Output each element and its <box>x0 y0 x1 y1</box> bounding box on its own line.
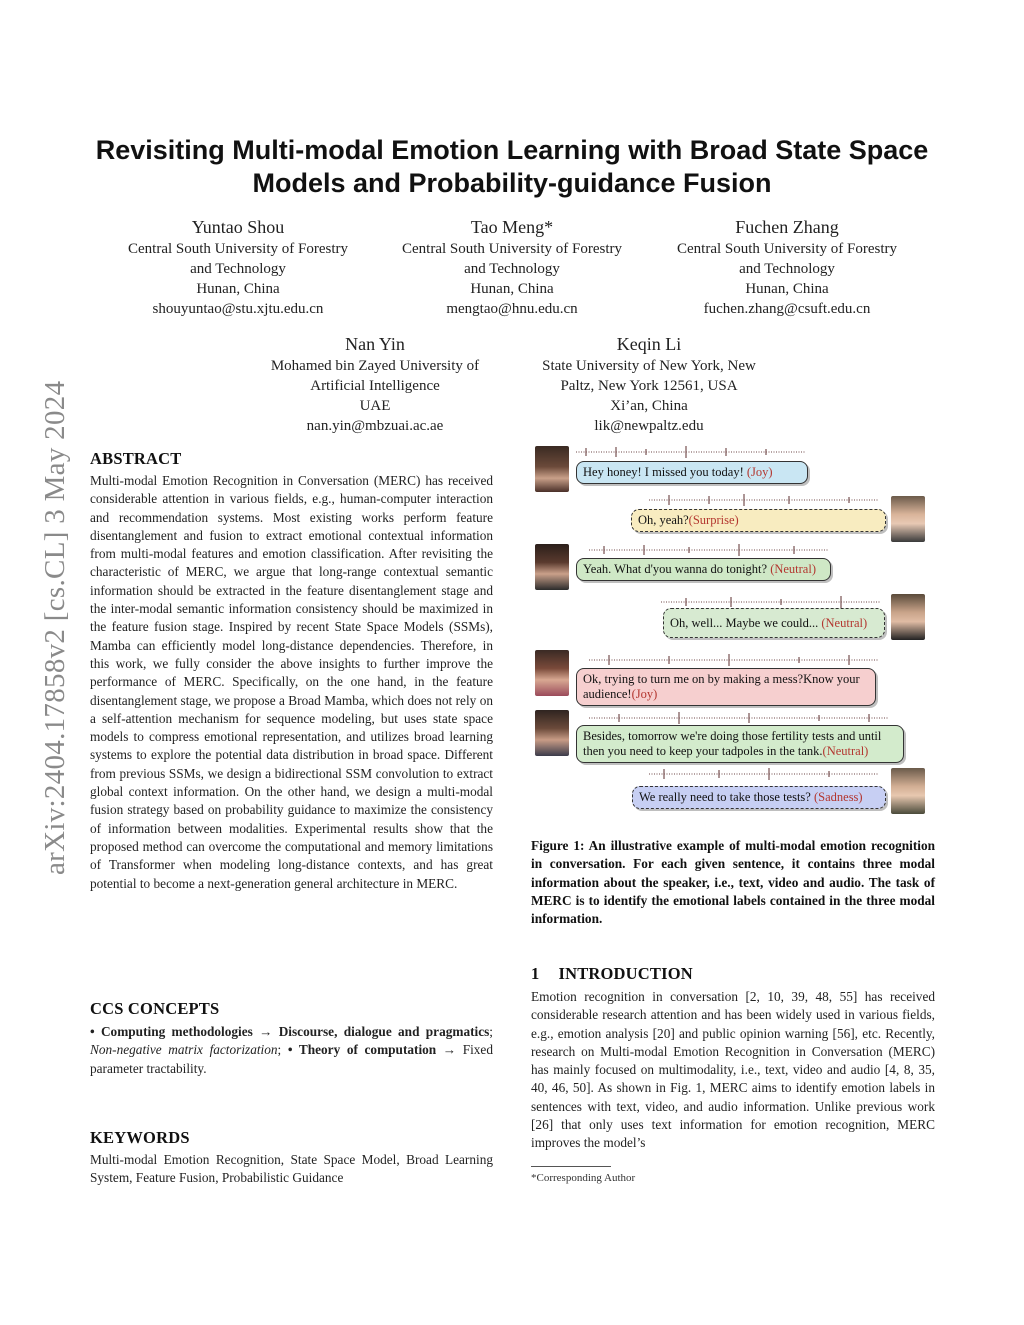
author-email: shouyuntao@stu.xjtu.edu.cn <box>152 301 324 317</box>
author-affiliation: Central South University of Forestry <box>677 241 897 257</box>
emotion-label: (Joy) <box>746 465 773 479</box>
author-location: Xi’an, China <box>610 398 688 414</box>
paper-title <box>60 134 964 200</box>
intro-text: Emotion recognition in conversation [2, 10, 39, 48, 55] has received considerable research attention and has been widely used in various fields, e.g., emotion analysis [20] and public opinion warning [56], etc. Recently, research on Multi-modal Emotion Recognition in Conversation (MERC) has mainly focused on multimodality, i.e., text, video and audio [4, 8, 35, 40, 46, 50]. As shown in Fig. 1, MERC aims to identify emotion labels in sentences with text, video, and audio information. Unlike previous work [26] that only uses text information for emotion recognition, MERC improves the model’s <box>531 989 935 1151</box>
author-email: nan.yin@mbzuai.ac.ae <box>306 418 444 434</box>
author-name: Fuchen Zhang <box>735 217 839 237</box>
author-affiliation: Artificial Intelligence <box>310 378 440 394</box>
author-email: lik@newpaltz.edu <box>594 418 704 434</box>
keywords-text: Multi-modal Emotion Recognition, State Space Model, Broad Learning System, Feature Fusion, Probabilistic Guidance <box>90 1152 493 1186</box>
author-affiliation: Mohamed bin Zayed University of <box>270 358 480 374</box>
ccs-separator: ; <box>489 1024 493 1039</box>
ccs-separator: ; <box>277 1042 288 1058</box>
author-name: Yuntao Shou <box>191 217 285 237</box>
audio-waveform-icon <box>649 494 879 506</box>
author-affiliation: and Technology <box>190 261 286 277</box>
keywords-heading: KEYWORDS <box>90 1128 190 1147</box>
speaker-female-avatar <box>535 650 569 696</box>
utterance-text: Hey honey! I missed you today! <box>583 465 747 479</box>
speaker-male-avatar <box>891 768 925 814</box>
speaker-female-avatar <box>535 544 569 590</box>
author-affiliation: State University of New York, New <box>542 358 756 374</box>
utterance-bubble <box>631 509 886 532</box>
utterance-text: We really need to take those tests? <box>639 790 814 804</box>
abstract-text: Multi-modal Emotion Recognition in Conversation (MERC) has received considerable attention in various fields, e.g., human-computer interaction and recommendation systems. Most existing works perform feature disentanglement and fusion to extract emotional contextual information from multi-modal features and emotion classification. After revisiting the characteristic of MERC, we argue that long-range contextual semantic information should be extracted in the feature disentanglement stage and the inter-modal semantic information consistency should be maximized in the feature fusion stage. Inspired by recent State Space Models (SSMs), Mamba can efficiently model long-distance dependencies. Therefore, in this work, we fully consider the above insights to further improve the performance of MERC. Specifically, on the one hand, in the feature disentanglement stage, we propose a Broad Mamba, which does not rely on a self-attention mechanism for sequence modeling, but uses state space models to compress emotional representation, and utilizes broad learning systems to explore the potential data distribution in broad space. Different from previous SSMs, we design a bidirectional SSM convolution to extract global context information. On the other hand, we design a multi-modal fusion strategy based on probability guidance to maximize the consistency of information between modalities. Experimental results show that the proposed method can overcome the computational and memory limitations of Transformer when modeling long-distance contexts, and has great potential to become a next-generation general architecture in MERC. <box>90 473 493 891</box>
author-name: Nan Yin <box>345 334 405 354</box>
author-block <box>516 333 782 436</box>
author-name: Keqin Li <box>616 334 682 354</box>
emotion-label: (Joy) <box>631 687 658 701</box>
speaker-male-avatar <box>891 496 925 542</box>
utterance-bubble <box>576 461 808 484</box>
utterance-text: Yeah. What d'you wanna do tonight? <box>583 562 771 576</box>
ccs-concept-3-rest: → Fixed parameter tractability. <box>90 1042 493 1076</box>
author-location: Hunan, China <box>745 281 829 297</box>
ccs-text <box>90 1023 493 1078</box>
audio-waveform-icon <box>661 596 881 608</box>
utterance-bubble <box>632 786 886 809</box>
intro-heading <box>531 964 693 984</box>
speaker-female-avatar <box>535 446 569 492</box>
author-affiliation: Paltz, New York 12561, USA <box>560 378 738 394</box>
emotion-label: (Neutral) <box>821 616 868 630</box>
author-location: Hunan, China <box>470 281 554 297</box>
title-line-1: Revisiting Multi-modal Emotion Learning with Broad State Space <box>95 135 929 165</box>
author-affiliation: Central South University of Forestry <box>128 241 348 257</box>
utterance-bubble <box>576 725 904 763</box>
audio-waveform-icon <box>649 768 879 780</box>
audio-waveform-icon <box>589 654 879 666</box>
emotion-label: (Sadness) <box>813 790 863 804</box>
footnote-divider <box>531 1166 611 1167</box>
utterance-text: Besides, tomorrow we're doing those fertility tests and until then you need to keep your tadpoles in the tank. <box>583 729 882 758</box>
ccs-concept-1: • Computing methodologies → Discourse, dialogue and pragmatics <box>90 1024 490 1039</box>
figure-1 <box>531 440 935 830</box>
arxiv-identifier: arXiv:2404.17858v2 [cs.CL] 3 May 2024 <box>39 380 71 875</box>
author-email: mengtao@hnu.edu.cn <box>446 301 578 317</box>
author-block <box>242 333 508 436</box>
speaker-male-avatar <box>891 594 925 640</box>
section-number: 1 <box>531 964 540 983</box>
speaker-female-avatar <box>535 710 569 756</box>
section-title: INTRODUCTION <box>558 964 693 983</box>
utterance-text: Oh, yeah? <box>638 513 689 527</box>
footnote: *Corresponding Author <box>531 1172 636 1184</box>
abstract-heading: ABSTRACT <box>90 449 182 468</box>
ccs-heading: CCS CONCEPTS <box>90 999 220 1018</box>
author-affiliation: and Technology <box>739 261 835 277</box>
emotion-label: (Neutral) <box>822 744 869 758</box>
emotion-label: (Neutral) <box>770 562 816 576</box>
ccs-concept-2: Non-negative matrix factorization <box>90 1042 278 1058</box>
ccs-concept-3: • Theory of computation <box>287 1042 437 1058</box>
author-affiliation: and Technology <box>464 261 560 277</box>
utterance-bubble <box>576 668 876 706</box>
utterance-bubble <box>663 608 885 638</box>
author-affiliation: Central South University of Forestry <box>402 241 622 257</box>
author-email: fuchen.zhang@csuft.edu.cn <box>703 301 871 317</box>
title-line-2: Models and Probability-guidance Fusion <box>252 168 772 198</box>
utterance-text: Oh, well... Maybe we could... <box>670 616 822 630</box>
author-block <box>379 216 645 319</box>
audio-waveform-icon <box>589 712 889 724</box>
author-location: UAE <box>359 398 391 414</box>
figure-caption: Figure 1: An illustrative example of multi-modal emotion recognition in conversation. For each given sentence, it contains three modal information about the speaker, i.e., text, video and audio. The task of MERC is to identify the emotional labels contained in the three modal information. <box>531 838 935 927</box>
author-location: Hunan, China <box>196 281 280 297</box>
emotion-label: (Surprise) <box>688 513 739 527</box>
utterance-bubble <box>576 558 831 581</box>
audio-waveform-icon <box>589 544 829 556</box>
utterance-text: Ok, trying to turn me on by making a mess?Know your audience! <box>583 672 860 701</box>
audio-waveform-icon <box>576 446 806 458</box>
author-block <box>105 216 371 319</box>
author-block <box>654 216 920 319</box>
author-name: Tao Meng* <box>470 217 554 237</box>
